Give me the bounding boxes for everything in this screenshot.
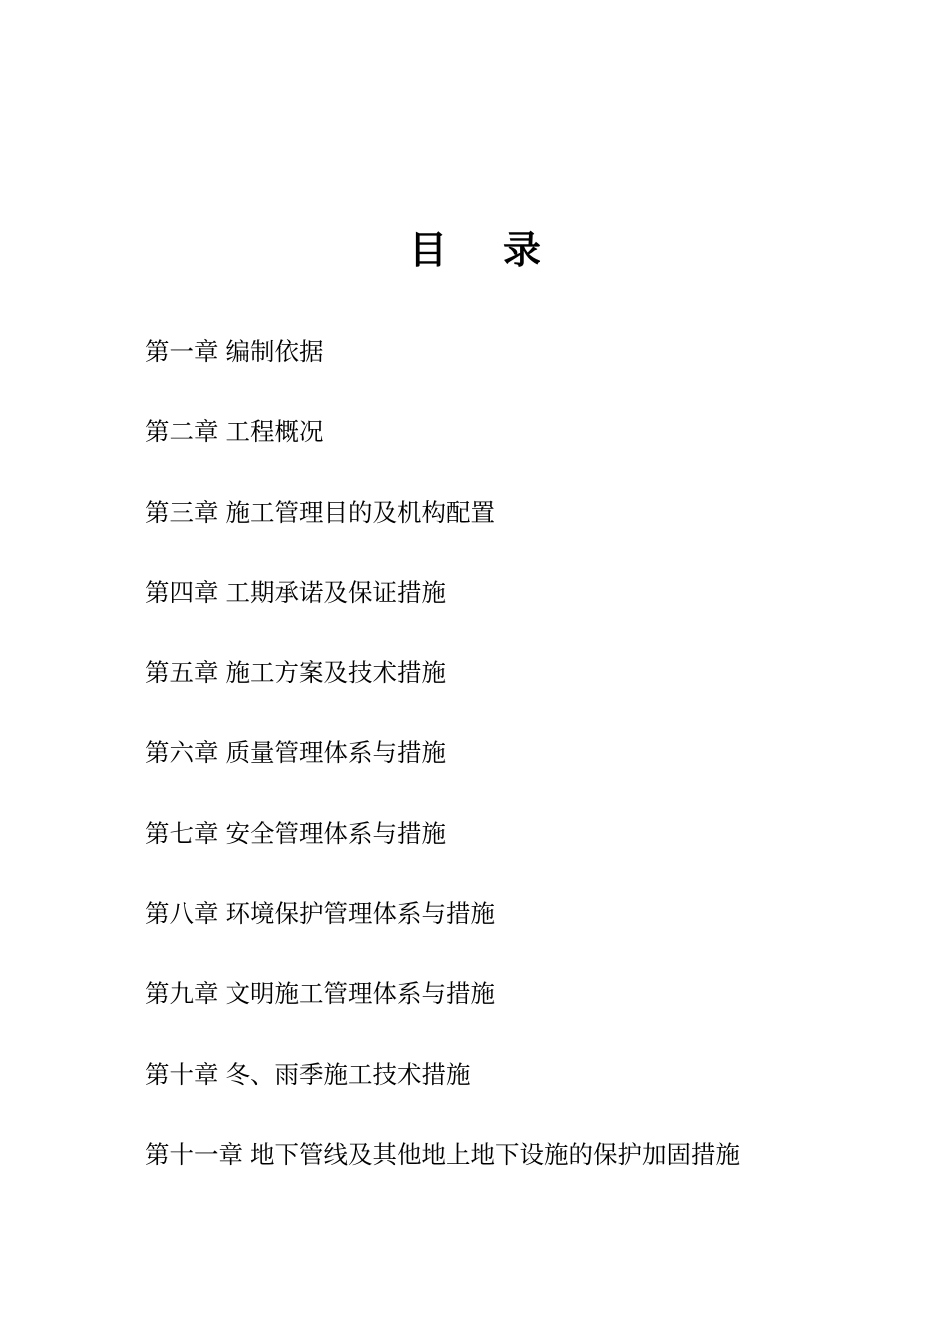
toc-entry [145,814,740,894]
table-of-contents [145,332,740,1215]
toc-entry [145,733,740,813]
toc-entry [145,1135,740,1215]
chapter-title: 文明施工管理体系与措施 [225,979,495,1009]
chapter-title: 安全管理体系与措施 [225,818,446,848]
chapter-number: 第五章 [145,658,219,688]
chapter-title: 工程概况 [225,417,324,447]
title-char-1: 目 [408,228,447,272]
chapter-number: 第四章 [145,577,219,607]
chapter-number: 第十一章 [145,1139,243,1169]
chapter-title: 工期承诺及保证措施 [225,577,446,607]
toc-entry [145,412,740,492]
chapter-number: 第十章 [145,1059,219,1089]
toc-entry [145,653,740,733]
chapter-title: 质量管理体系与措施 [225,738,446,768]
chapter-number: 第八章 [145,899,219,929]
chapter-number: 第三章 [145,497,219,527]
chapter-title: 施工管理目的及机构配置 [225,497,495,527]
chapter-title: 环境保护管理体系与措施 [225,899,495,929]
chapter-number: 第一章 [145,337,219,366]
toc-entry [145,573,740,653]
title-char-2: 录 [503,228,542,272]
chapter-title: 施工方案及技术措施 [225,658,446,688]
chapter-title: 地下管线及其他地上地下设施的保护加固措施 [250,1139,740,1169]
toc-entry [145,974,740,1054]
chapter-number: 第六章 [145,738,219,768]
chapter-title: 编制依据 [225,337,324,366]
chapter-number: 第九章 [145,979,219,1009]
toc-entry [145,1055,740,1135]
toc-entry [145,894,740,974]
page-title [0,222,950,278]
toc-entry [145,332,740,412]
chapter-number: 第七章 [145,818,219,848]
chapter-title: 冬、雨季施工技术措施 [225,1059,471,1089]
chapter-number: 第二章 [145,417,219,447]
toc-entry [145,493,740,573]
